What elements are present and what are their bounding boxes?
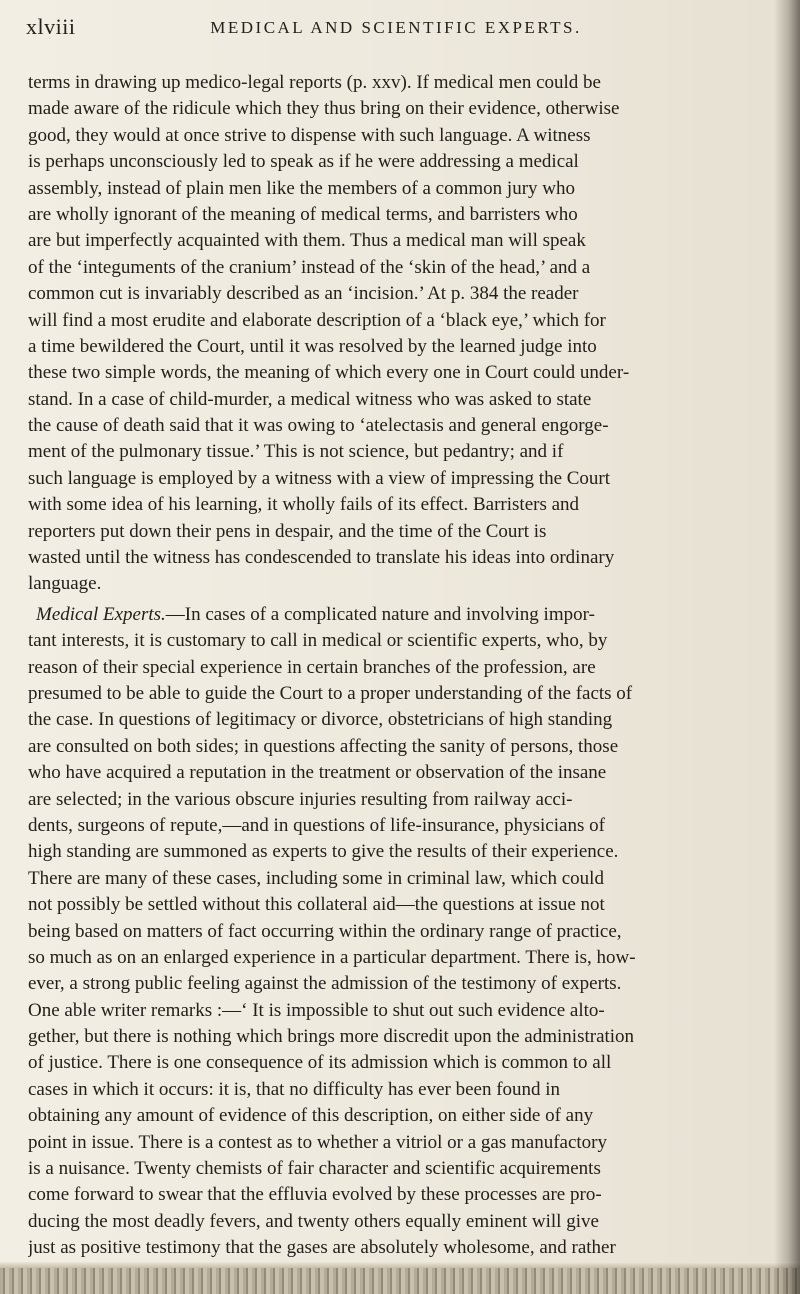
text-line: who have acquired a reputation in the treatment or observation of the insane xyxy=(28,762,607,784)
text-line: ever, a strong public feeling against the admission of the testimony of experts. xyxy=(28,973,622,995)
text-line: ment of the pulmonary tissue.’ This is not science, but pedantry; and if xyxy=(28,441,564,463)
text-line: terms in drawing up medico-legal reports (p. xxv). If medical men could be xyxy=(28,72,601,93)
page-header xyxy=(26,14,766,44)
text-line: reason of their special experience in certain branches of the profession, are xyxy=(28,656,596,678)
text-line: the case. In questions of legitimacy or divorce, obstetricians of high standing xyxy=(28,709,613,731)
text-line: wasted until the witness has condescended to translate his ideas into ordinary xyxy=(28,547,615,569)
text-line: are consulted on both sides; in questions affecting the sanity of persons, those xyxy=(28,735,619,757)
text-line: are but imperfectly acquainted with them. Thus a medical man will speak xyxy=(28,230,586,252)
text-line: stand. In a case of child-murder, a medical witness who was asked to state xyxy=(28,388,592,410)
text-line: high standing are summoned as experts to give the results of their experience. xyxy=(28,841,619,863)
text-line: the cause of death said that it was owing to ‘atelectasis and general engorge- xyxy=(28,415,609,437)
text-line: assembly, instead of plain men like the members of a common jury who xyxy=(28,177,576,199)
text-line: such language is employed by a witness with a view of impressing the Court xyxy=(28,467,611,489)
text-line: tant interests, it is customary to call in medical or scientific experts, who, by xyxy=(28,630,608,652)
text-line: a time bewildered the Court, until it was resolved by the learned judge into xyxy=(28,335,597,357)
text-line: presumed to be able to guide the Court to a proper understanding of the facts of xyxy=(28,682,633,704)
text-line: good, they would at once strive to dispense with such language. A witness xyxy=(28,124,591,146)
section-subheading: Medical Experts. xyxy=(36,603,166,625)
text-line: just as positive testimony that the gases are absolutely wholesome, and rather xyxy=(28,1237,616,1259)
text-line: point in issue. There is a contest as to whether a vitriol or a gas manufactory xyxy=(28,1131,607,1153)
page-bottom-binding xyxy=(0,1268,800,1294)
text-line: come forward to swear that the effluvia evolved by these processes are pro- xyxy=(28,1184,602,1206)
body-text xyxy=(28,70,780,1288)
text-line: obtaining any amount of evidence of this description, on either side of any xyxy=(28,1105,594,1127)
page-number: xlviii xyxy=(26,14,76,39)
paragraph-2 xyxy=(28,602,780,1288)
text-line: so much as on an enlarged experience in a particular department. There is, how- xyxy=(28,946,636,968)
subheading-continuation: —In cases of a complicated nature and involving impor- xyxy=(165,603,595,625)
text-line xyxy=(28,602,780,628)
text-line: dents, surgeons of repute,—and in questions of life-insurance, physicians of xyxy=(28,814,605,836)
text-line: being based on matters of fact occurring within the ordinary range of practice, xyxy=(28,920,622,942)
text-line: is perhaps unconsciously led to speak as if he were addressing a medical xyxy=(28,151,579,173)
text-line: is a nuisance. Twenty chemists of fair character and scientific acquirements xyxy=(28,1158,601,1180)
text-line: these two simple words, the meaning of which every one in Court could under- xyxy=(28,362,630,384)
text-line: One able writer remarks :—‘ It is impossible to shut out such evidence alto- xyxy=(28,999,605,1021)
paragraph-1 xyxy=(28,70,780,598)
text-line: are wholly ignorant of the meaning of medical terms, and barristers who xyxy=(28,203,578,225)
text-line: are selected; in the various obscure injuries resulting from railway acci- xyxy=(28,788,573,810)
text-line: gether, but there is nothing which brings more discredit upon the administration xyxy=(28,1026,635,1048)
text-line: cases in which it occurs: it is, that no difficulty has ever been found in xyxy=(28,1078,561,1100)
text-line: of justice. There is one consequence of its admission which is common to all xyxy=(28,1052,612,1074)
text-line: common cut is invariably described as an ‘incision.’ At p. 384 the reader xyxy=(28,283,579,305)
text-line: reporters put down their pens in despair, and the time of the Court is xyxy=(28,520,547,542)
text-line: with some idea of his learning, it wholly fails of its effect. Barristers and xyxy=(28,494,580,516)
text-line: of the ‘integuments of the cranium’ instead of the ‘skin of the head,’ and a xyxy=(28,256,591,278)
text-line: will find a most erudite and elaborate description of a ‘black eye,’ which for xyxy=(28,309,606,331)
gutter-shadow xyxy=(774,0,800,1294)
text-line: not possibly be settled without this collateral aid—the questions at issue not xyxy=(28,894,605,916)
text-line: language. xyxy=(28,573,102,595)
text-line: made aware of the ridicule which they thus bring on their evidence, otherwise xyxy=(28,98,620,120)
running-head: MEDICAL AND SCIENTIFIC EXPERTS. xyxy=(210,18,582,37)
text-line: There are many of these cases, including some in criminal law, which could xyxy=(28,867,604,889)
text-line: ducing the most deadly fevers, and twenty others equally eminent will give xyxy=(28,1210,599,1232)
